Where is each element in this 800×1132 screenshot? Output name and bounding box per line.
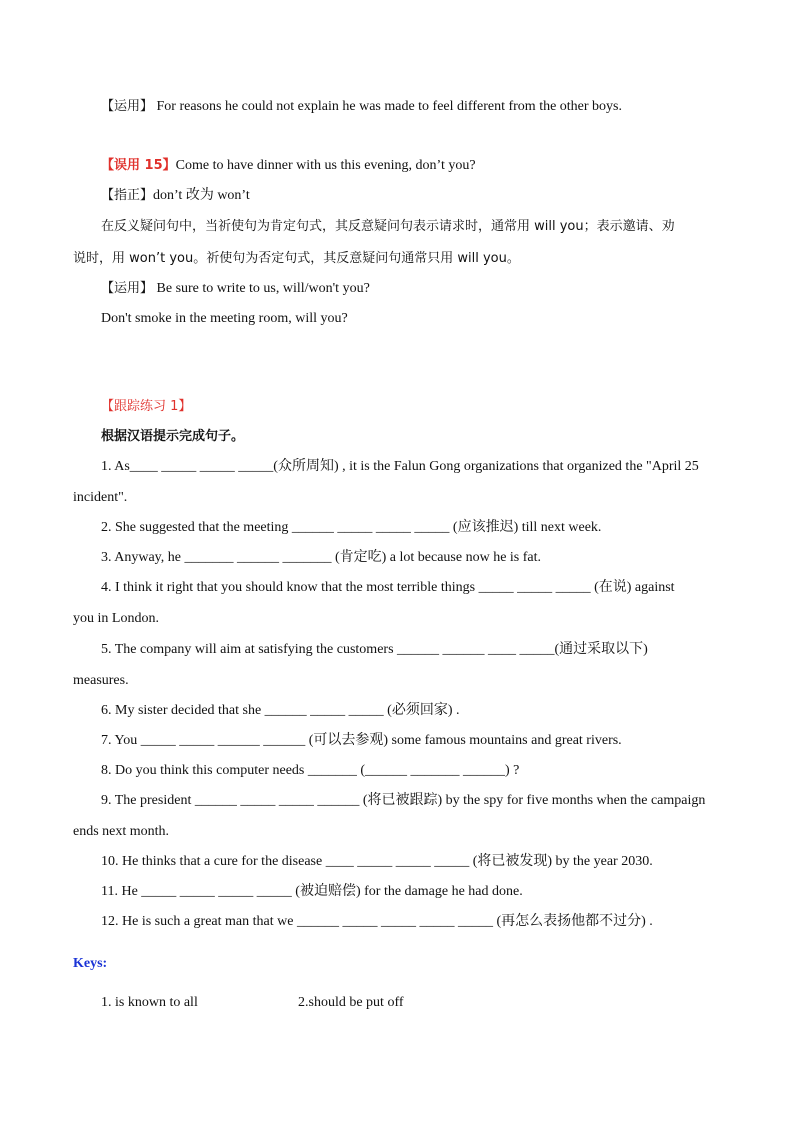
exercise-10: 10. He thinks that a cure for the disease ____ _____ _____ _____ (将已被发现) by the year 2030.: [101, 854, 653, 869]
exercise-12: 12. He is such a great man that we ______ _____ _____ _____ _____ (再怎么表扬他都不过分) .: [101, 914, 653, 929]
misuse-line: [101, 157, 476, 175]
practice-title: 【跟踪练习 1】: [101, 399, 192, 414]
usage-text-2: Be sure to write to us, will/won't you?: [156, 281, 370, 296]
explanation-line-1: 在反义疑问句中，当祈使句为肯定句式，其反意疑问句表示请求时，通常用 will you；表示邀请、劝: [101, 219, 675, 234]
usage-line-2: [101, 280, 370, 298]
exercise-11: 11. He _____ _____ _____ _____ (被迫赔偿) for the damage he had done.: [101, 884, 523, 899]
practice-instruction: 根据汉语提示完成句子。: [101, 429, 245, 444]
explanation-line-2: 说时，用 won’t you。祈使句为否定句式，其反意疑问句通常只用 will you。: [73, 251, 520, 266]
usage-tag: 【运用】: [101, 99, 154, 114]
key-answer-2: 2.should be put off: [298, 995, 404, 1010]
exercise-2: 2. She suggested that the meeting ______ _____ _____ _____ (应该推迟) till next week.: [101, 520, 602, 535]
exercise-5-line2: measures.: [73, 673, 129, 688]
exercise-4-line1: 4. I think it right that you should know that the most terrible things _____ _____ _____ (在说) against: [101, 580, 675, 595]
exercise-5-line1: 5. The company will aim at satisfying the customers ______ ______ ____ _____(通过采取以下): [101, 642, 648, 657]
misuse-text: Come to have dinner with us this evening, don’t you?: [175, 158, 476, 173]
exercise-1-line1: 1. As____ _____ _____ _____(众所周知) , it is the Falun Gong organizations that organized the "April 25: [101, 459, 699, 474]
exercise-3: 3. Anyway, he _______ ______ _______ (肯定吃) a lot because now he is fat.: [101, 550, 542, 565]
correction-text: don’t 改为 won’t: [153, 188, 250, 203]
key-answer-1: 1. is known to all: [101, 995, 198, 1010]
usage-tag-2: 【运用】: [101, 281, 154, 296]
correction-line: [101, 187, 250, 205]
exercise-4-line2: you in London.: [73, 611, 159, 626]
exercise-6: 6. My sister decided that she ______ _____ _____ (必须回家) .: [101, 703, 460, 718]
exercise-7: 7. You _____ _____ ______ ______ (可以去参观) some famous mountains and great rivers.: [101, 733, 622, 748]
exercise-8: 8. Do you think this computer needs _______ (______ _______ ______) ?: [101, 763, 520, 778]
correction-tag: 【指正】: [101, 188, 154, 203]
exercise-9-line1: 9. The president ______ _____ _____ ______ (将已被跟踪) by the spy for five months when the campaign: [101, 793, 706, 808]
exercise-9-line2: ends next month.: [73, 824, 170, 839]
keys-title: Keys:: [73, 956, 108, 971]
misuse-tag: 【误用 15】: [101, 158, 176, 173]
usage-example: Don't smoke in the meeting room, will you?: [101, 311, 348, 326]
exercise-1-line2: incident".: [73, 490, 128, 505]
usage-text: For reasons he could not explain he was made to feel different from the other boys.: [156, 99, 623, 114]
usage-line: [101, 98, 622, 116]
